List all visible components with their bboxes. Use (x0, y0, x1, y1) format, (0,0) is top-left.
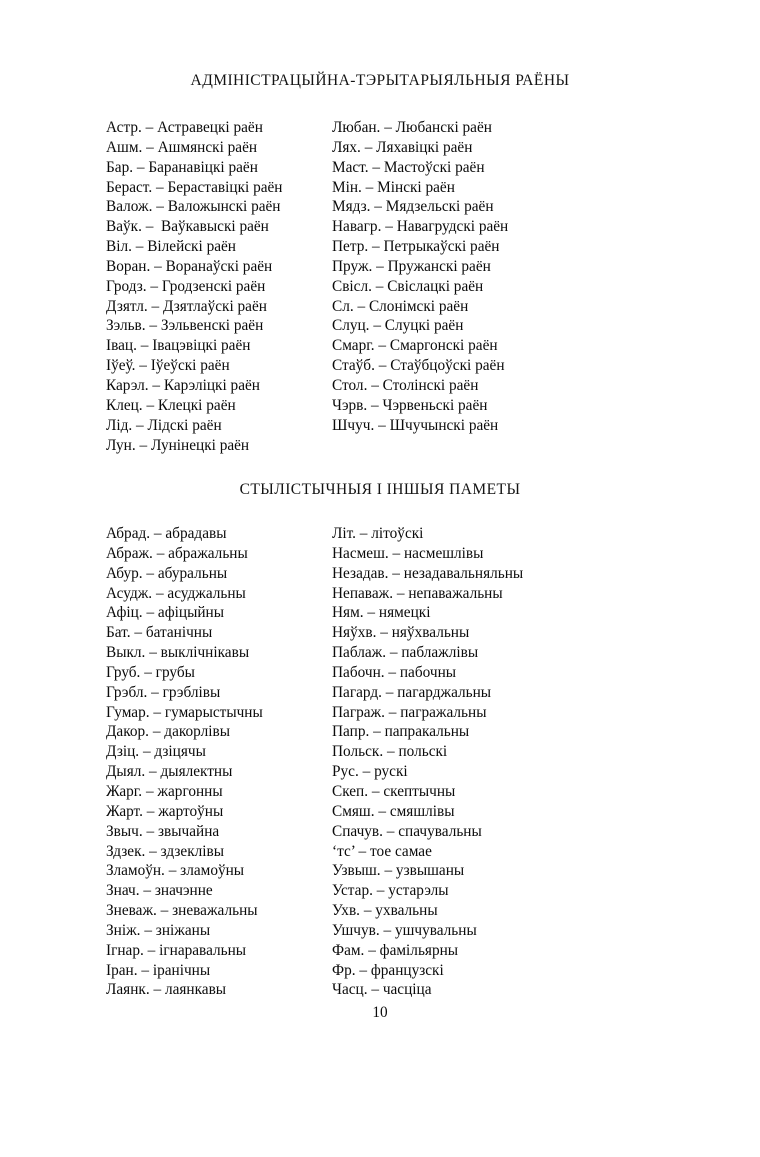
label-entry: Спачув. – спачувальны (332, 822, 482, 840)
label-entry: Скеп. – скептычны (332, 782, 456, 800)
label-entry: Рус. – рускі (332, 763, 408, 781)
district-entry: Бар. – Баранавіцкі раён (106, 158, 258, 176)
label-entry: Дыял. – дыялектны (106, 763, 233, 781)
district-entry: Ваўк. – Ваўкавыскі раён (106, 218, 269, 236)
label-entry: Груб. – грубы (106, 663, 195, 681)
label-entry: Лаянк. – лаянкавы (106, 981, 227, 999)
districts-abbreviation-list (0, 118, 760, 455)
page-number: 10 (372, 1004, 388, 1021)
label-entry: Польск. – польскі (332, 743, 448, 761)
district-entry: Любан. – Любанскі раён (332, 119, 492, 136)
label-entry: Фам. – фамільярны (332, 941, 459, 959)
district-entry: Астр. – Астравецкі раён (106, 119, 263, 136)
label-entry: Абур. – абуральны (106, 564, 228, 582)
district-entry: Чэрв. – Чэрвеньскі раён (332, 396, 488, 414)
label-entry: Незадав. – незадавальняльны (332, 564, 524, 582)
labels-column-right (326, 524, 760, 1000)
label-entry: Грэбл. – грэблівы (106, 683, 221, 701)
label-entry: Ігнар. – ігнаравальны (106, 941, 247, 959)
label-entry: Паграж. – пагражальны (332, 703, 487, 721)
district-entry: Свісл. – Свіслацкі раён (332, 277, 484, 295)
label-entry: Звыч. – звычайна (106, 822, 220, 840)
label-entry: Устар. – устарэлы (332, 882, 449, 900)
district-entry: Сл. – Слонімскі раён (332, 297, 469, 315)
label-entry: Фр. – французскі (332, 961, 444, 979)
label-entry: Літ. – літоўскі (332, 525, 424, 542)
district-entry: Віл. – Вілейскі раён (106, 238, 236, 256)
section-heading-districts: АДМІНІСТРАЦЫЙНА-ТЭРЫТАРЫЯЛЬНЫЯ РАЁНЫ (190, 72, 570, 89)
label-entry: Пабочн. – пабочны (332, 663, 457, 681)
label-entry: Жарт. – жартоўны (106, 802, 224, 820)
district-entry: Лях. – Ляхавіцкі раён (332, 138, 473, 156)
label-entry: ‘тс’ – тое самае (332, 842, 432, 860)
district-entry: Карэл. – Карэліцкі раён (106, 376, 260, 394)
district-entry: Лун. – Лунінецкі раён (106, 436, 250, 454)
label-entry: Часц. – часціца (332, 981, 432, 999)
district-entry: Петр. – Петрыкаўскі раён (332, 238, 500, 256)
district-entry: Маст. – Мастоўскі раён (332, 158, 485, 176)
label-entry: Ухв. – ухвальны (332, 902, 438, 920)
district-entry: Бераст. – Бераставіцкі раён (106, 178, 283, 196)
label-entry: Асудж. – асуджальны (106, 584, 246, 602)
district-entry: Ашм. – Ашмянскі раён (106, 138, 258, 156)
districts-column-left (0, 118, 326, 455)
label-entry: Узвыш. – узвышаны (332, 862, 465, 880)
district-entry: Пруж. – Пружанскі раён (332, 257, 491, 275)
district-entry: Лід. – Лідскі раён (106, 416, 222, 434)
section-heading-labels: СТЫЛІСТЫЧНЫЯ І ІНШЫЯ ПАМЕТЫ (239, 481, 521, 498)
label-entry: Няўхв. – няўхвальны (332, 624, 470, 642)
label-entry: Пагард. – пагарджальны (332, 683, 492, 701)
district-entry: Дзятл. – Дзятлаўскі раён (106, 297, 267, 315)
label-entry: Выкл. – выклічнікавы (106, 644, 250, 662)
labels-column-left (0, 524, 326, 1000)
label-entry: Паблаж. – паблажлівы (332, 644, 479, 662)
district-entry: Клец. – Клецкі раён (106, 396, 236, 414)
district-entry: Слуц. – Слуцкі раён (332, 317, 464, 335)
label-entry: Іран. – іранічны (106, 961, 211, 979)
label-entry: Зніж. – зніжаны (106, 921, 211, 939)
district-entry: Стаўб. – Стаўбцоўскі раён (332, 357, 505, 375)
label-entry: Смяш. – смяшлівы (332, 802, 455, 820)
label-entry: Гумар. – гумарыстычны (106, 703, 263, 721)
district-entry: Зэльв. – Зэльвенскі раён (106, 317, 264, 335)
label-entry: Насмеш. – насмешлівы (332, 544, 484, 562)
district-entry: Івац. – Івацэвіцкі раён (106, 337, 251, 355)
label-entry: Афіц. – афіцыйны (106, 604, 224, 622)
label-entry: Ням. – нямецкі (332, 604, 431, 622)
district-entry: Гродз. – Гродзенскі раён (106, 277, 266, 295)
label-entry: Бат. – батанічны (106, 624, 213, 642)
label-entry: Зневаж. – зневажальны (106, 902, 258, 920)
label-entry: Знач. – значэнне (106, 882, 213, 900)
label-entry: Дакор. – дакорлівы (106, 723, 231, 741)
district-entry: Стол. – Столінскі раён (332, 376, 479, 394)
district-entry: Воран. – Воранаўскі раён (106, 257, 273, 275)
district-entry: Шчуч. – Шчучынскі раён (332, 416, 499, 434)
label-entry: Папр. – папракальны (332, 723, 470, 741)
district-entry: Мядз. – Мядзельскі раён (332, 198, 494, 216)
stylistic-labels-list (0, 524, 760, 1000)
district-entry: Мін. – Мінскі раён (332, 178, 455, 196)
label-entry: Дзіц. – дзіцячы (106, 743, 206, 761)
district-entry: Іўеў. – Іўеўскі раён (106, 357, 230, 375)
label-entry: Абраж. – абражальны (106, 544, 248, 562)
label-entry: Ушчув. – ушчувальны (332, 921, 477, 939)
label-entry: Здзек. – здзеклівы (106, 842, 225, 860)
districts-column-right (326, 118, 760, 455)
label-entry: Зламоўн. – зламоўны (106, 862, 245, 880)
district-entry: Валож. – Валожынскі раён (106, 198, 281, 216)
label-entry: Абрад. – абрадавы (106, 525, 227, 542)
district-entry: Навагр. – Навагрудскі раён (332, 218, 509, 236)
label-entry: Жарг. – жаргонны (106, 782, 223, 800)
district-entry: Смарг. – Смаргонскі раён (332, 337, 498, 355)
label-entry: Непаваж. – непаважальны (332, 584, 503, 602)
